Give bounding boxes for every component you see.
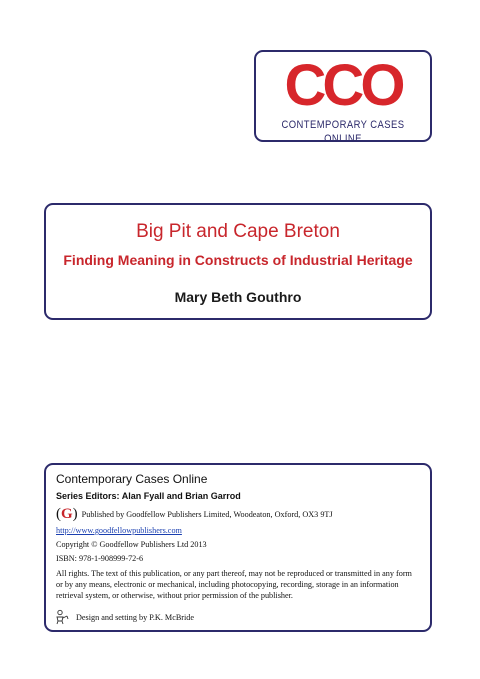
publisher-text: Published by Goodfellow Publishers Limited, Woodeaton, Oxford, OX3 9TJ xyxy=(81,509,333,519)
book-title: Big Pit and Cape Breton xyxy=(136,221,340,242)
series-title: Contemporary Cases Online xyxy=(56,472,208,486)
publisher-website-link[interactable]: http://www.goodfellowpublishers.com xyxy=(56,526,182,535)
design-credit: Design and setting by P.K. McBride xyxy=(76,612,195,622)
designer-figure-icon xyxy=(54,609,70,625)
title-block xyxy=(44,203,432,320)
publisher-line xyxy=(56,506,422,522)
book-subtitle: Finding Meaning in Constructs of Industrial Heritage xyxy=(63,252,413,268)
book-author: Mary Beth Gouthro xyxy=(174,289,302,305)
isbn: ISBN: 978-1-908999-72-6 xyxy=(56,554,144,563)
rights-notice: All rights. The text of this publication, or any part thereof, may not be reproduced or transmitted in any form or by any means, electronic or mechanical, including photocopying, recording, storage in an information retrieval system, or otherwise, without prior permission of the publisher. xyxy=(56,569,412,600)
copyright-notice: Copyright © Goodfellow Publishers Ltd 2013 xyxy=(56,540,207,549)
logo-letters: CCO xyxy=(284,53,402,118)
publication-info xyxy=(44,463,432,632)
cco-logo xyxy=(254,50,432,145)
publisher-logo-icon: (G) xyxy=(56,506,78,522)
logo-subtitle: CONTEMPORARY CASES ONLINE xyxy=(281,119,405,145)
design-credit-line xyxy=(54,608,420,626)
series-editors: Series Editors: Alan Fyall and Brian Garrod xyxy=(56,491,241,501)
